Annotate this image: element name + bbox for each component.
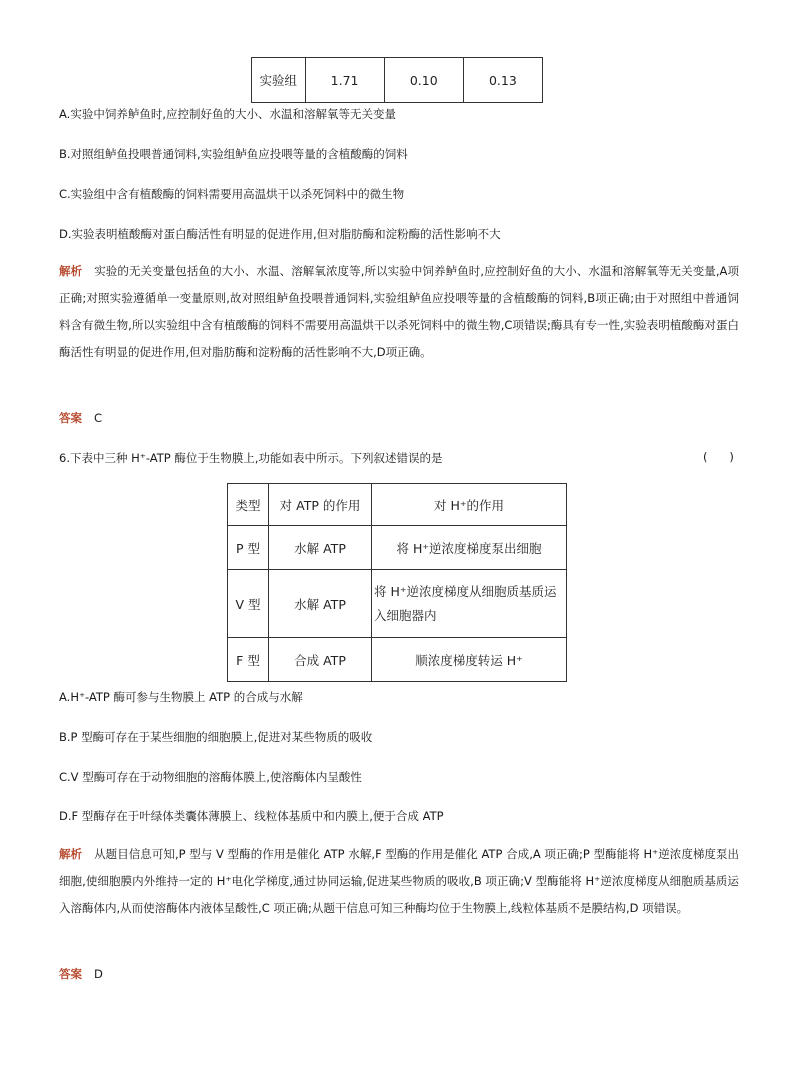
q6-option-a: A.H⁺-ATP 酶可参与生物膜上 ATP 的合成与水解 <box>59 690 303 704</box>
table-row <box>228 526 567 570</box>
answer-label: 答案 <box>59 411 82 425</box>
table-row <box>252 58 543 103</box>
q5-answer <box>59 410 102 426</box>
q5-analysis <box>59 258 739 366</box>
q6-stem: 6.下表中三种 H⁺-ATP 酶位于生物膜上,功能如表中所示。下列叙述错误的是 <box>59 451 443 465</box>
q6-option-d: D.F 型酶存在于叶绿体类囊体薄膜上、线粒体基质中和内膜上,便于合成 ATP <box>59 809 444 823</box>
table-cell: 顺浓度梯度转运 H⁺ <box>372 638 567 682</box>
table-row <box>228 570 567 638</box>
q6-answer <box>59 966 103 982</box>
enzyme-table <box>227 483 567 682</box>
table-header-cell: 类型 <box>228 484 269 526</box>
analysis-text: 从题目信息可知,P 型与 V 型酶的作用是催化 ATP 水解,F 型酶的作用是催化 ATP 合成,A 项正确;P 型酶能将 H⁺逆浓度梯度泵出细胞,使细胞膜内外维持一定的 H⁺电化学梯度,通过协同运输,促进某些物质的吸收,B 项正确;V 型酶能将 H⁺逆浓度梯度从细胞质基质运入溶酶体内,从而使溶酶体内液体呈酸性,C 项正确;从题干信息可知三种酶均位于生物膜上,线粒体基质不是膜结构,D 项错误。 <box>59 847 740 915</box>
table-header-cell: 对 ATP 的作用 <box>269 484 372 526</box>
table-cell: 将 H⁺逆浓度梯度从细胞质基质运入细胞器内 <box>372 570 567 638</box>
q6-option-b: B.P 型酶可存在于某些细胞的细胞膜上,促进对某些物质的吸收 <box>59 730 373 744</box>
table-cell: 0.13 <box>463 58 542 103</box>
table-cell: 将 H⁺逆浓度梯度泵出细胞 <box>372 526 567 570</box>
table-cell: V 型 <box>228 570 269 638</box>
q6-analysis <box>59 841 739 922</box>
analysis-label: 解析 <box>59 847 83 861</box>
table-cell: F 型 <box>228 638 269 682</box>
table-cell: 1.71 <box>305 58 384 103</box>
table-cell: 水解 ATP <box>269 526 372 570</box>
answer-bracket: ( ) <box>703 450 734 464</box>
q5-option-d: D.实验表明植酸酶对蛋白酶活性有明显的促进作用,但对脂肪酶和淀粉酶的活性影响不大 <box>59 227 501 241</box>
answer-value: D <box>94 967 103 981</box>
table-cell: 实验组 <box>252 58 306 103</box>
experiment-table <box>251 57 543 103</box>
table-cell: 合成 ATP <box>269 638 372 682</box>
q5-option-a: A.实验中饲养鲈鱼时,应控制好鱼的大小、水温和溶解氧等无关变量 <box>59 107 396 121</box>
answer-value: C <box>94 411 103 425</box>
q5-option-b: B.对照组鲈鱼投喂普通饲料,实验组鲈鱼应投喂等量的含植酸酶的饲料 <box>59 147 408 161</box>
analysis-text: 实验的无关变量包括鱼的大小、水温、溶解氧浓度等,所以实验中饲养鲈鱼时,应控制好鱼的大小、水温和溶解氧等无关变量,A项正确;对照实验遵循单一变量原则,故对照组鲈鱼投喂普通饲料,实验组鲈鱼应投喂等量的含植酸酶的饲料,B项正确;由于对照组中普通饲料含有微生物,所以实验组中含有植酸酶的饲料不需要用高温烘干以杀死饲料中的微生物,C项错误;酶具有专一性,实验表明植酸酶对蛋白酶活性有明显的促进作用,但对脂肪酶和淀粉酶的活性影响不大,D项正确。 <box>59 264 740 359</box>
table-cell: P 型 <box>228 526 269 570</box>
q5-option-c: C.实验组中含有植酸酶的饲料需要用高温烘干以杀死饲料中的微生物 <box>59 187 405 201</box>
answer-label: 答案 <box>59 967 82 981</box>
table-header-cell: 对 H⁺的作用 <box>372 484 567 526</box>
analysis-label: 解析 <box>59 264 83 278</box>
table-cell: 0.10 <box>384 58 463 103</box>
table-row <box>228 638 567 682</box>
table-header-row <box>228 484 567 526</box>
q6-option-c: C.V 型酶可存在于动物细胞的溶酶体膜上,使溶酶体内呈酸性 <box>59 770 362 784</box>
table-cell: 水解 ATP <box>269 570 372 638</box>
